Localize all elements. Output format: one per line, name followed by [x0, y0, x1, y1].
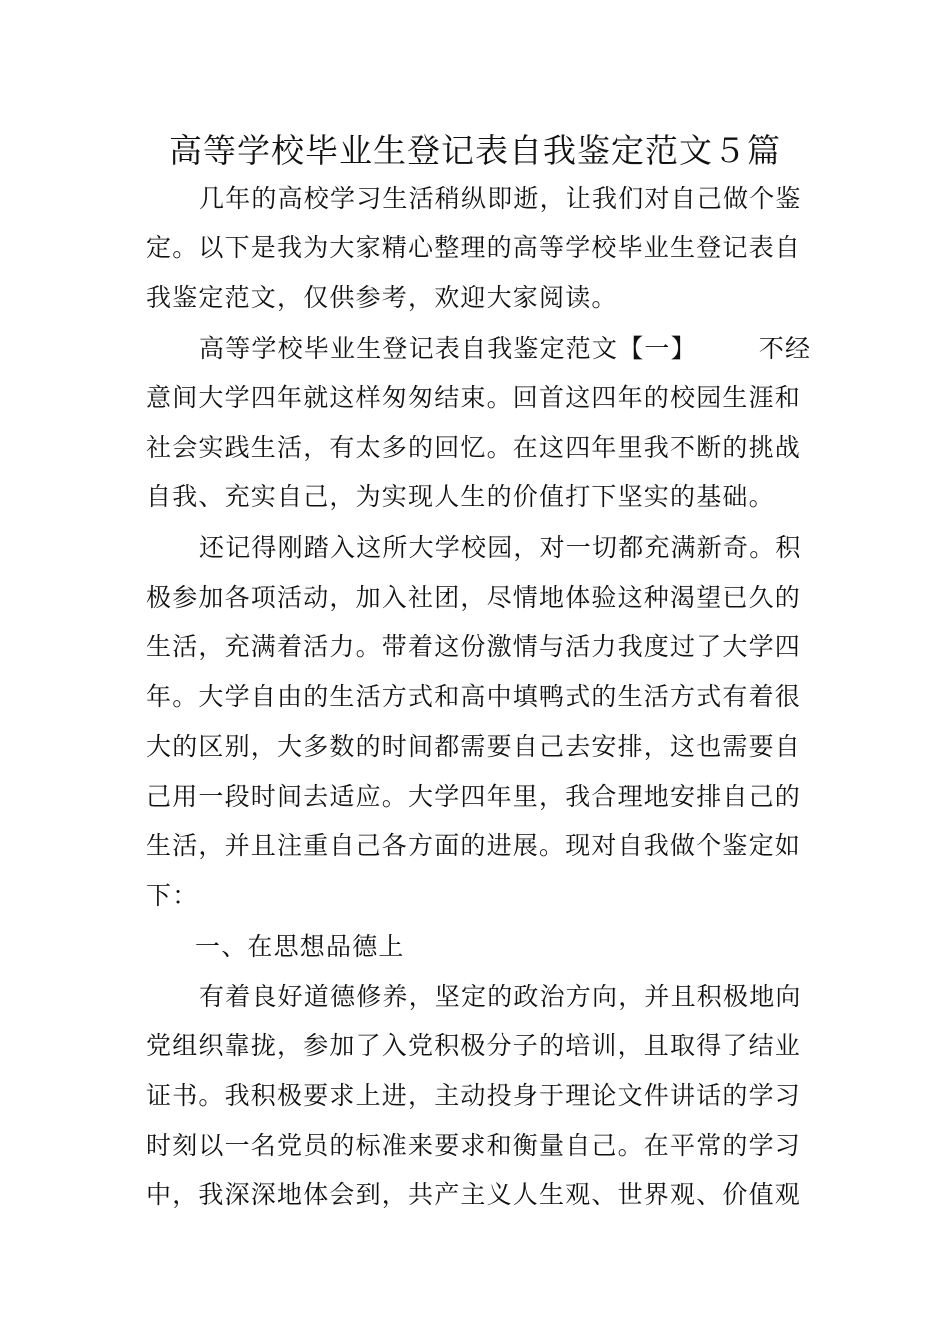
section-heading: 高等学校毕业生登记表自我鉴定范文【一】	[199, 334, 697, 363]
paragraph-line: 还记得刚踏入这所大学校园，对一切都充满新奇。积	[199, 533, 802, 562]
paragraph-line: 生活，充满着活力。带着这份激情与活力我度过了大学四	[146, 632, 802, 661]
section-heading-line	[199, 331, 811, 367]
paragraph-line: 证书。我积极要求上进，主动投身于理论文件讲话的学习	[146, 1081, 802, 1110]
paragraph-line: 定。以下是我为大家精心整理的高等学校毕业生登记表自	[146, 233, 802, 262]
paragraph-line: 几年的高校学习生活稍纵即逝，让我们对自己做个鉴	[199, 184, 802, 213]
paragraph-line: 己用一段时间去适应。大学四年里，我合理地安排自己的	[146, 782, 802, 811]
paragraph-line: 年。大学自由的生活方式和高中填鸭式的生活方式有着很	[146, 682, 802, 711]
paragraph-line: 生活，并且注重自己各方面的进展。现对自我做个鉴定如	[146, 831, 802, 860]
paragraph-start: 不经	[758, 334, 812, 363]
paragraph-line: 自我、充实自己，为实现人生的价值打下坚实的基础。	[146, 482, 775, 511]
paragraph-line: 意间大学四年就这样匆匆结束。回首这四年的校园生涯和	[146, 383, 802, 412]
paragraph-line: 下：	[146, 881, 199, 910]
subsection-heading: 一、在思想品德上	[195, 932, 405, 961]
paragraph-line: 社会实践生活，有太多的回忆。在这四年里我不断的挑战	[146, 433, 802, 462]
paragraph-line: 极参加各项活动，加入社团，尽情地体验这种渴望已久的	[146, 583, 802, 612]
paragraph-line: 时刻以一名党员的标准来要求和衡量自己。在平常的学习	[146, 1131, 802, 1160]
document-title: 高等学校毕业生登记表自我鉴定范文５篇	[169, 131, 781, 170]
paragraph-line: 大的区别，大多数的时间都需要自己去安排，这也需要自	[146, 732, 802, 761]
paragraph-line: 我鉴定范文，仅供参考，欢迎大家阅读。	[146, 283, 618, 312]
paragraph-line: 党组织靠拢，参加了入党积极分子的培训，且取得了结业	[146, 1031, 802, 1060]
paragraph-line: 中，我深深地体会到，共产主义人生观、世界观、价值观	[146, 1180, 802, 1209]
paragraph-line: 有着良好道德修养，坚定的政治方向，并且积极地向	[199, 982, 802, 1011]
